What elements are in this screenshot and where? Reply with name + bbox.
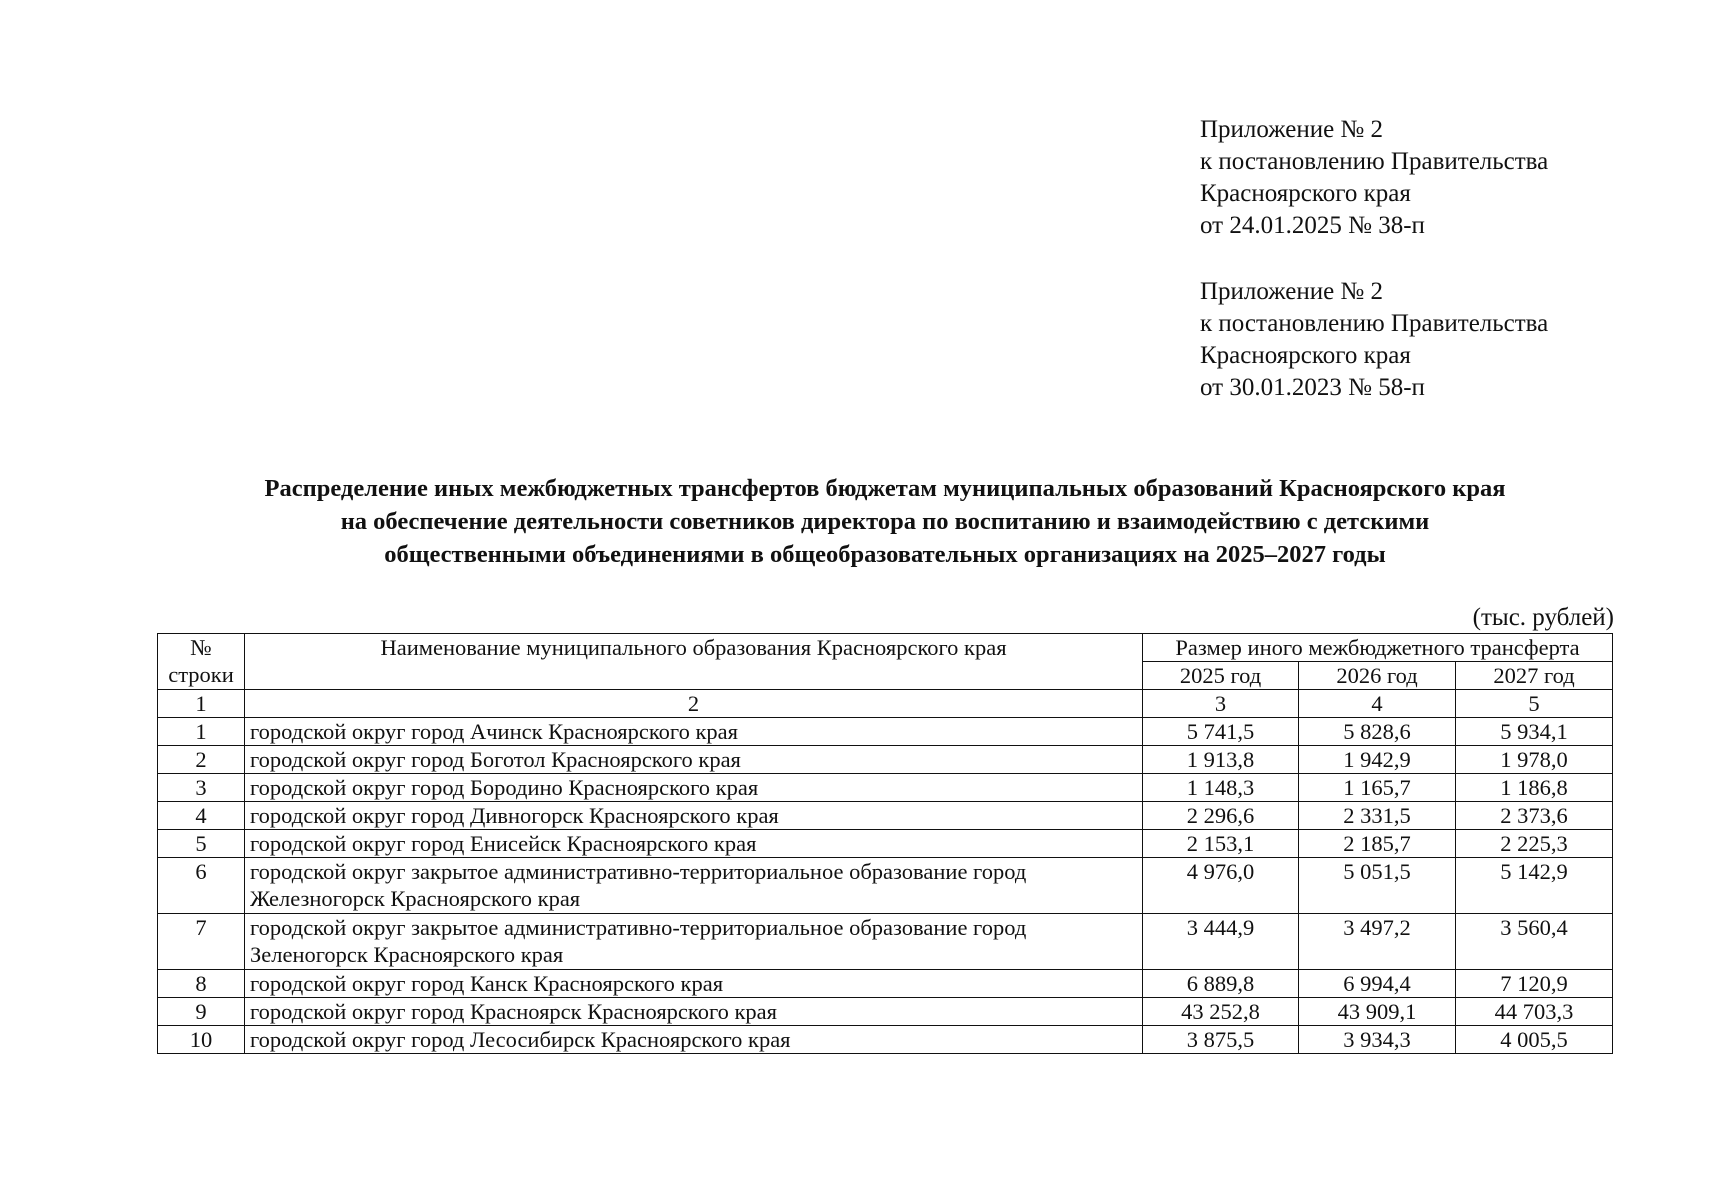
row-number: 2 (158, 746, 245, 774)
amount-2025: 2 296,6 (1143, 802, 1299, 830)
municipality-name: городской округ город Енисейск Красноярского края (245, 830, 1143, 858)
table-row (158, 830, 1613, 858)
amount-2025: 3 875,5 (1143, 1026, 1299, 1054)
amount-2025: 3 444,9 (1143, 914, 1299, 970)
municipality-name: городской округ город Лесосибирск Красноярского края (245, 1026, 1143, 1054)
header-row-number-line1: № (190, 635, 212, 660)
row-number: 3 (158, 774, 245, 802)
municipality-name (245, 858, 1143, 914)
header-transfer-amount: Размер иного межбюджетного трансферта (1143, 634, 1613, 662)
amount-2027: 2 373,6 (1456, 802, 1613, 830)
document-title-line2: на обеспечение деятельности советников директора по воспитанию и взаимодействию с детскими (340, 508, 1430, 535)
column-number-4: 4 (1299, 690, 1456, 718)
header-year-2025: 2025 год (1143, 662, 1299, 690)
appendix-current-line1: Приложение № 2 (1200, 116, 1384, 143)
amount-2027: 4 005,5 (1456, 1026, 1613, 1054)
amount-2026: 6 994,4 (1299, 970, 1456, 998)
header-row-number-line2: строки (168, 662, 234, 687)
appendix-original-line3: Красноярского края (1200, 342, 1411, 369)
amount-2026: 43 909,1 (1299, 998, 1456, 1026)
table-row (158, 774, 1613, 802)
appendix-current-line4: от 24.01.2025 № 38-п (1200, 212, 1425, 239)
transfers-table (157, 633, 1613, 1054)
amount-2025: 43 252,8 (1143, 998, 1299, 1026)
municipality-name: городской округ город Канск Красноярского края (245, 970, 1143, 998)
amount-2026: 1 942,9 (1299, 746, 1456, 774)
row-number: 7 (158, 914, 245, 970)
amount-2025: 6 889,8 (1143, 970, 1299, 998)
amount-2026: 5 828,6 (1299, 718, 1456, 746)
municipality-name-line1: городской округ закрытое административно-территориальное образование город (250, 859, 1027, 884)
amount-2025: 1 148,3 (1143, 774, 1299, 802)
amount-2026: 2 185,7 (1299, 830, 1456, 858)
table-row (158, 718, 1613, 746)
municipality-name-line2: Железногорск Красноярского края (250, 886, 581, 911)
table-row (158, 998, 1613, 1026)
row-number: 6 (158, 858, 245, 914)
table-row (158, 746, 1613, 774)
header-year-2027: 2027 год (1456, 662, 1613, 690)
amount-2026: 2 331,5 (1299, 802, 1456, 830)
appendix-original-block (1200, 276, 1680, 404)
column-number-5: 5 (1456, 690, 1613, 718)
row-number: 8 (158, 970, 245, 998)
table-row (158, 858, 1613, 914)
amount-2025: 5 741,5 (1143, 718, 1299, 746)
amount-2027: 5 142,9 (1456, 858, 1613, 914)
document-title-line3: общественными объединениями в общеобразовательных организациях на 2025–2027 годы (384, 541, 1386, 568)
amount-2026: 3 497,2 (1299, 914, 1456, 970)
column-number-1: 1 (158, 690, 245, 718)
amount-2027: 5 934,1 (1456, 718, 1613, 746)
appendix-current-block (1200, 114, 1680, 242)
municipality-name: городской округ город Дивногорск Красноярского края (245, 802, 1143, 830)
municipality-name (245, 914, 1143, 970)
column-numbers-row (158, 690, 1613, 718)
appendix-original-line4: от 30.01.2023 № 58-п (1200, 374, 1425, 401)
units-label: (тыс. рублей) (1472, 604, 1614, 631)
row-number: 4 (158, 802, 245, 830)
row-number: 1 (158, 718, 245, 746)
municipality-name-line2: Зеленогорск Красноярского края (250, 942, 564, 967)
header-year-2026: 2026 год (1299, 662, 1456, 690)
amount-2026: 5 051,5 (1299, 858, 1456, 914)
table-row (158, 970, 1613, 998)
document-title (150, 472, 1620, 571)
municipality-name-line1: городской округ закрытое административно-территориальное образование город (250, 915, 1027, 940)
amount-2027: 44 703,3 (1456, 998, 1613, 1026)
row-number: 9 (158, 998, 245, 1026)
municipality-name: городской округ город Красноярск Красноярского края (245, 998, 1143, 1026)
row-number: 10 (158, 1026, 245, 1054)
column-number-2: 2 (245, 690, 1143, 718)
amount-2026: 3 934,3 (1299, 1026, 1456, 1054)
amount-2025: 1 913,8 (1143, 746, 1299, 774)
table-row (158, 802, 1613, 830)
amount-2027: 2 225,3 (1456, 830, 1613, 858)
column-number-3: 3 (1143, 690, 1299, 718)
amount-2027: 1 978,0 (1456, 746, 1613, 774)
table-row (158, 914, 1613, 970)
amount-2025: 4 976,0 (1143, 858, 1299, 914)
municipality-name: городской округ город Ачинск Красноярского края (245, 718, 1143, 746)
appendix-current-line3: Красноярского края (1200, 180, 1411, 207)
amount-2027: 7 120,9 (1456, 970, 1613, 998)
amount-2026: 1 165,7 (1299, 774, 1456, 802)
municipality-name: городской округ город Бородино Красноярского края (245, 774, 1143, 802)
amount-2025: 2 153,1 (1143, 830, 1299, 858)
amount-2027: 3 560,4 (1456, 914, 1613, 970)
table-row (158, 1026, 1613, 1054)
appendix-original-line2: к постановлению Правительства (1200, 310, 1549, 337)
header-municipality-name: Наименование муниципального образования Красноярского края (245, 634, 1143, 690)
municipality-name: городской округ город Боготол Красноярского края (245, 746, 1143, 774)
amount-2027: 1 186,8 (1456, 774, 1613, 802)
table-header-row (158, 634, 1613, 662)
header-row-number (158, 634, 245, 690)
appendix-original-line1: Приложение № 2 (1200, 278, 1384, 305)
row-number: 5 (158, 830, 245, 858)
document-title-line1: Распределение иных межбюджетных трансфертов бюджетам муниципальных образований Красноярского края (264, 475, 1506, 502)
appendix-current-line2: к постановлению Правительства (1200, 148, 1549, 175)
